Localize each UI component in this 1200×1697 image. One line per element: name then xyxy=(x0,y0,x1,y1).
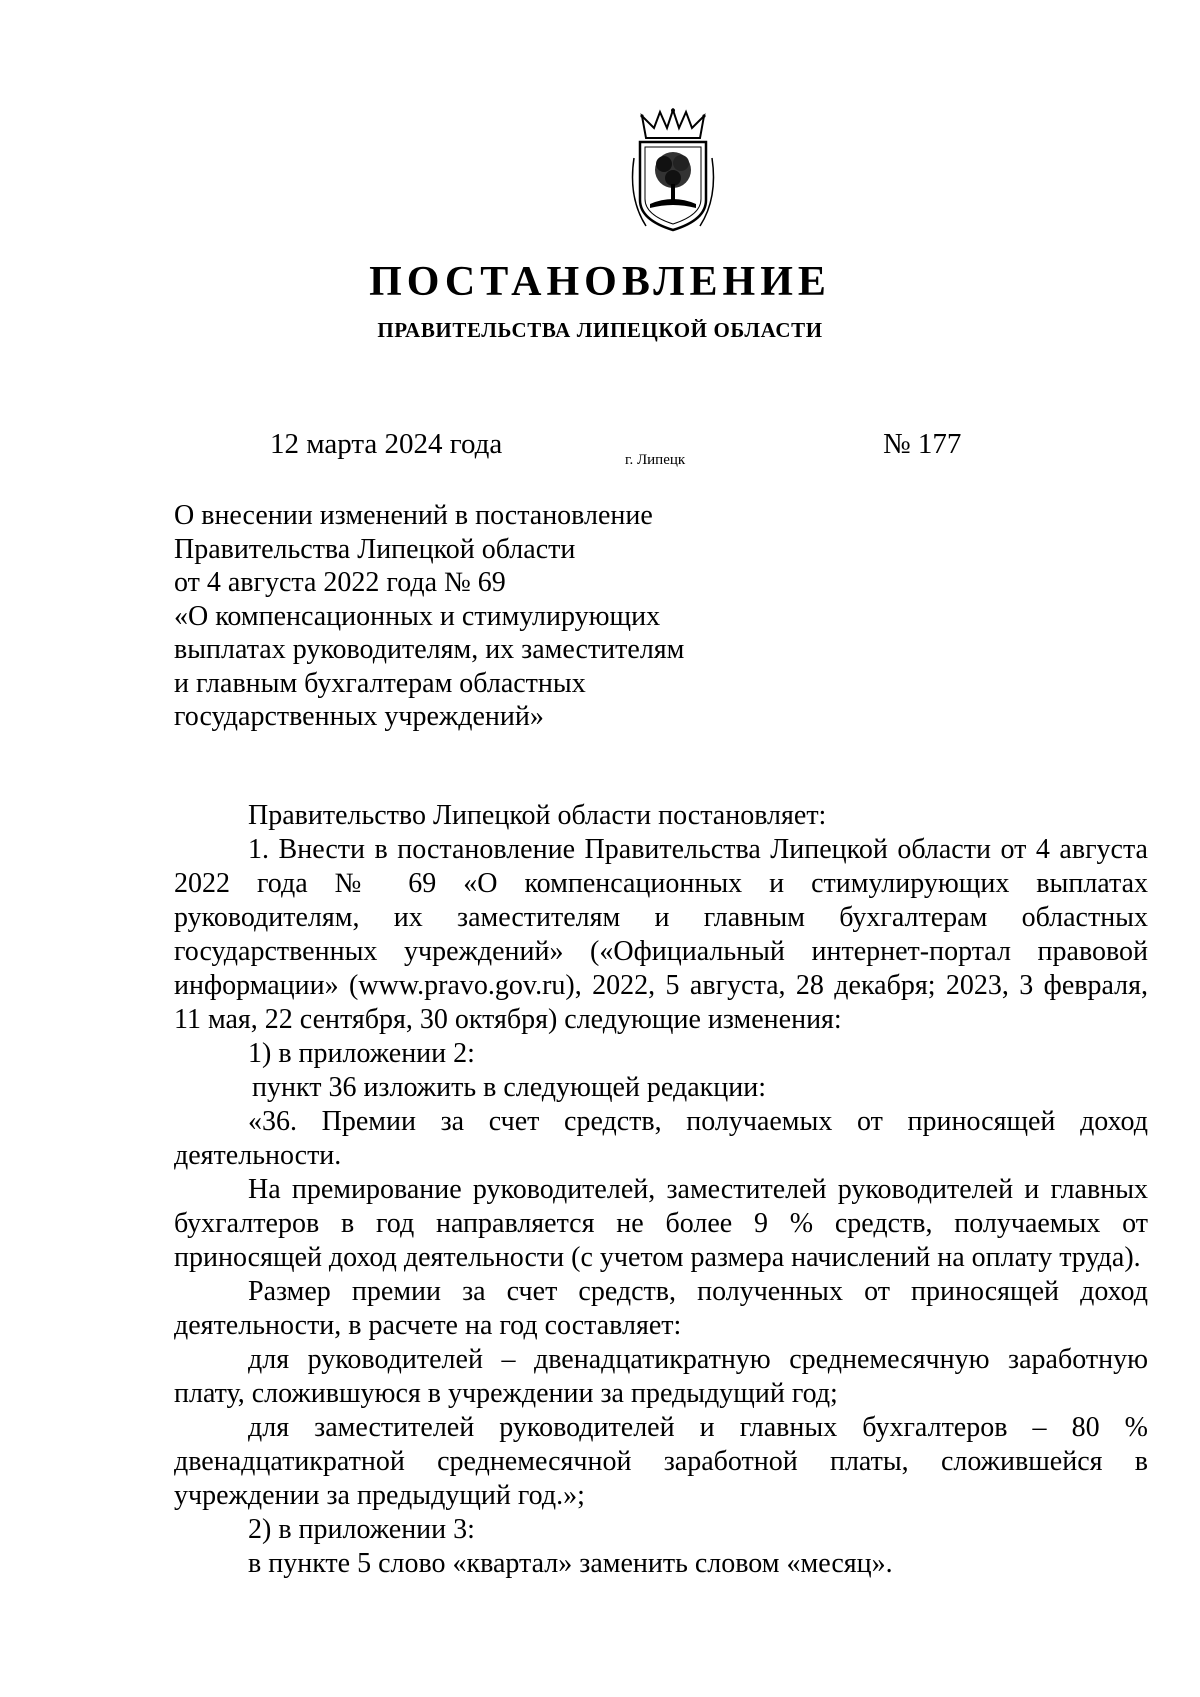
issuer-title: ПРАВИТЕЛЬСТВА ЛИПЕЦКОЙ ОБЛАСТИ xyxy=(377,318,823,342)
document-body xyxy=(174,799,1148,1581)
body-paragraph: для руководителей – двенадцатикратную среднемесячную заработную плату, сложившуюся в учреждении за предыдущий год; xyxy=(174,1344,1148,1409)
subject-line: выплатах руководителям, их заместителям xyxy=(174,634,685,665)
body-paragraph: 1) в приложении 2: xyxy=(248,1038,475,1069)
body-paragraph: На премирование руководителей, заместителей руководителей и главных бухгалтеров в год направляется не более 9 % средств, получаемых от приносящей доход деятельности (с учетом размера начислений на оплату труда). xyxy=(174,1174,1148,1273)
document-number: № 177 xyxy=(883,428,962,460)
subject-line: государственных учреждений» xyxy=(174,701,544,732)
body-paragraph: 2) в приложении 3: xyxy=(248,1514,475,1545)
subject-line: «О компенсационных и стимулирующих xyxy=(174,600,661,632)
body-paragraph: Правительство Липецкой области постановляет: xyxy=(248,800,827,831)
body-paragraph: 1. Внести в постановление Правительства Липецкой области от 4 августа 2022 года № 69 «О компенсационных и стимулирующих выплатах руководителям, их заместителям и главным бухгалтерам областных государственных учреждений» («Официальный интернет-портал правовой информации» (www.pravo.gov.ru), 2022, 5 августа, 28 декабря; 2023, 3 февраля, 11 мая, 22 сентября, 30 октября) следующие изменения: xyxy=(174,834,1148,1035)
document-subject xyxy=(174,499,684,734)
subject-line: Правительства Липецкой области xyxy=(174,533,576,565)
document-city: г. Липецк xyxy=(625,452,686,468)
coat-of-arms-icon xyxy=(626,108,720,238)
document-type-title: ПОСТАНОВЛЕНИЕ xyxy=(369,259,831,305)
subject-line: от 4 августа 2022 года № 69 xyxy=(174,567,506,598)
document-date: 12 марта 2024 года xyxy=(270,428,503,460)
subject-line: О внесении изменений в постановление xyxy=(174,500,653,531)
body-paragraph: «36. Премии за счет средств, получаемых от приносящей доход деятельности. xyxy=(174,1106,1148,1171)
body-paragraph: пункт 36 изложить в следующей редакции: xyxy=(252,1072,766,1103)
body-paragraph: Размер премии за счет средств, полученных от приносящей доход деятельности, в расчете на год составляет: xyxy=(174,1276,1148,1341)
subject-line: и главным бухгалтерам областных xyxy=(174,667,586,699)
body-paragraph: в пункте 5 слово «квартал» заменить словом «месяц». xyxy=(248,1548,893,1579)
body-paragraph: для заместителей руководителей и главных бухгалтеров – 80 % двенадцатикратной среднемесячной заработной платы, сложившейся в учреждении за предыдущий год.»; xyxy=(174,1412,1148,1511)
